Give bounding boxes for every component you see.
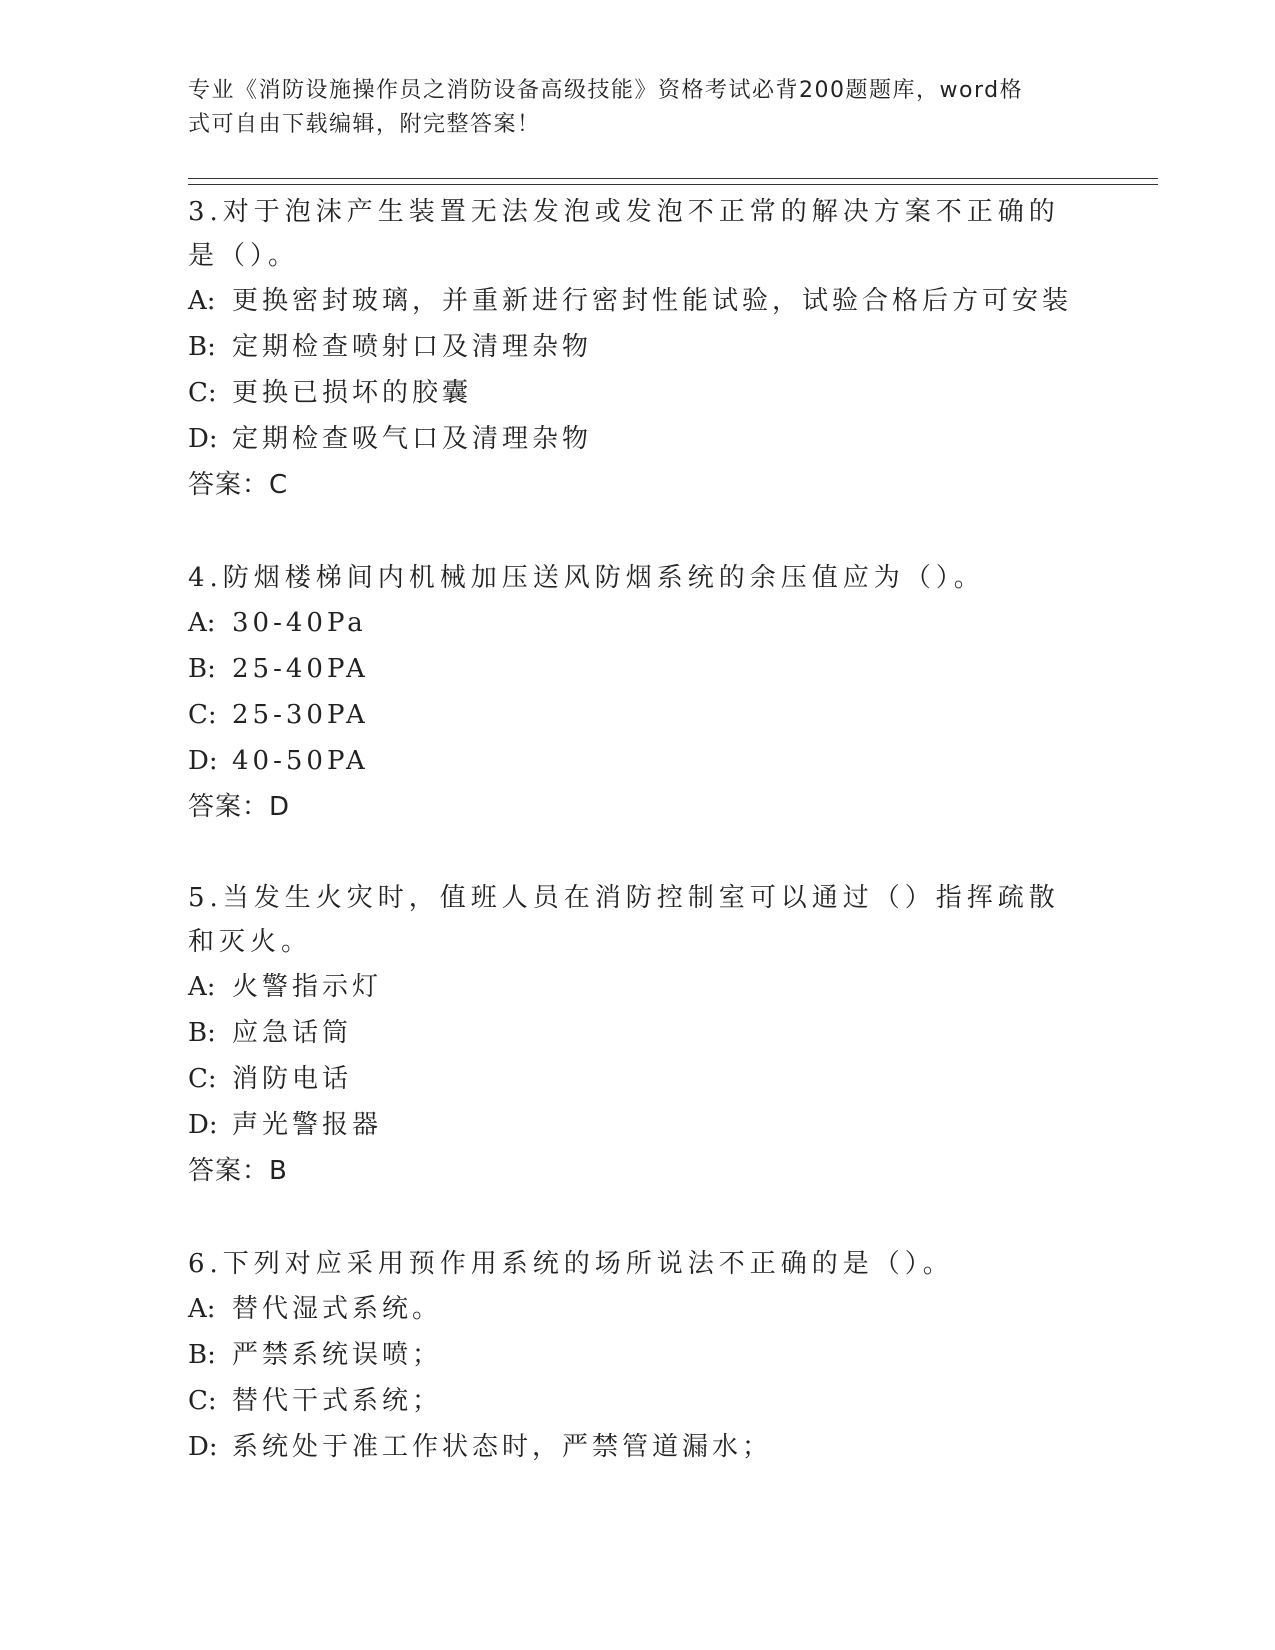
answer-line: 答案：C — [188, 470, 289, 500]
option-text: 替代湿式系统。 — [232, 1294, 443, 1324]
option-letter: C: — [188, 378, 217, 408]
option-b — [188, 324, 1088, 370]
option-c — [188, 1056, 1088, 1102]
option-letter: D: — [188, 746, 218, 776]
option-d — [188, 738, 1088, 784]
option-a — [188, 600, 1088, 646]
question-stem: 6.下列对应采用预作用系统的场所说法不正确的是（）。 — [188, 1249, 954, 1279]
option-a — [188, 964, 1088, 1010]
option-c — [188, 370, 1088, 416]
option-letter: C: — [188, 1064, 217, 1094]
option-c — [188, 692, 1088, 738]
option-letter: B: — [188, 654, 216, 684]
question-stem: 3.对于泡沫产生装置无法发泡或发泡不正常的解决方案不正确的是（）。 — [188, 197, 1060, 271]
option-text: 替代干式系统； — [232, 1386, 443, 1416]
question-stem: 4.防烟楼梯间内机械加压送风防烟系统的余压值应为（）。 — [188, 563, 985, 593]
option-text: 25-40PA — [232, 654, 369, 684]
question-3 — [188, 190, 1088, 508]
option-c — [188, 1378, 1088, 1424]
answer-line: 答案：D — [188, 792, 291, 822]
header-divider-bottom — [188, 184, 1158, 185]
document-header — [188, 74, 1088, 142]
option-b — [188, 1010, 1088, 1056]
option-a — [188, 278, 1088, 324]
question-5 — [188, 876, 1088, 1194]
option-text: 系统处于准工作状态时，严禁管道漏水； — [232, 1432, 773, 1462]
option-text: 更换已损坏的胶囊 — [232, 378, 473, 408]
option-letter: D: — [188, 1110, 218, 1140]
option-letter: A: — [188, 286, 216, 316]
option-text: 定期检查吸气口及清理杂物 — [232, 424, 593, 454]
option-letter: B: — [188, 1018, 216, 1048]
option-text: 更换密封玻璃，并重新进行密封性能试验，试验合格后方可安装 — [232, 286, 1073, 316]
option-letter: A: — [188, 1294, 216, 1324]
option-letter: C: — [188, 700, 217, 730]
option-text: 25-30PA — [232, 700, 369, 730]
option-text: 消防电话 — [232, 1064, 353, 1094]
answer-line: 答案：B — [188, 1156, 288, 1186]
option-d — [188, 1102, 1088, 1148]
question-6 — [188, 1242, 1088, 1470]
option-letter: A: — [188, 608, 216, 638]
option-d — [188, 416, 1088, 462]
option-text: 40-50PA — [232, 746, 369, 776]
header-line-2: 式可自由下载编辑，附完整答案！ — [188, 112, 541, 137]
option-text: 严禁系统误喷； — [232, 1340, 443, 1370]
option-text: 火警指示灯 — [232, 972, 383, 1002]
question-stem: 5.当发生火灾时，值班人员在消防控制室可以通过（）指挥疏散和灭火。 — [188, 883, 1060, 957]
option-text: 30-40Pa — [232, 608, 367, 638]
option-a — [188, 1286, 1088, 1332]
option-b — [188, 1332, 1088, 1378]
header-line-1: 专业《消防设施操作员之消防设备高级技能》资格考试必背200题题库，word格 — [188, 78, 1024, 103]
option-text: 声光警报器 — [232, 1110, 383, 1140]
option-text: 应急话筒 — [232, 1018, 353, 1048]
option-letter: A: — [188, 972, 216, 1002]
option-text: 定期检查喷射口及清理杂物 — [232, 332, 593, 362]
question-4 — [188, 556, 1088, 830]
option-letter: B: — [188, 332, 216, 362]
option-letter: C: — [188, 1386, 217, 1416]
option-d — [188, 1424, 1088, 1470]
header-divider-top — [188, 178, 1158, 179]
option-b — [188, 646, 1088, 692]
option-letter: B: — [188, 1340, 216, 1370]
option-letter: D: — [188, 1432, 218, 1462]
option-letter: D: — [188, 424, 218, 454]
